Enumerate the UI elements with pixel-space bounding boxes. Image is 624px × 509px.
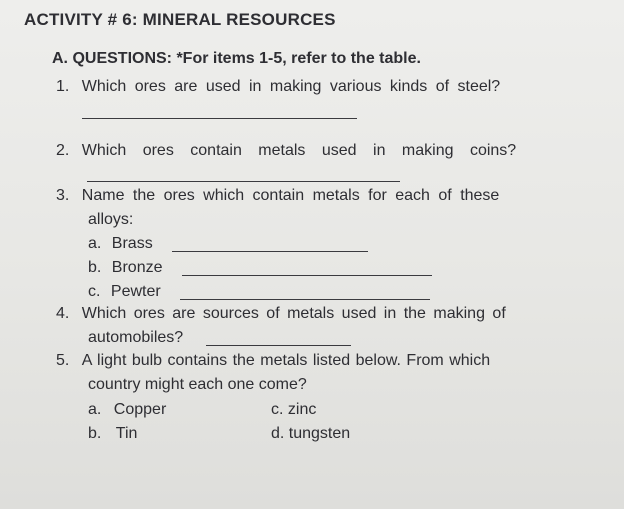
- question-5: [56, 352, 490, 370]
- question-text: Which ores are sources of metals used in the making of: [81, 305, 506, 322]
- question-number: 3.: [56, 187, 70, 204]
- question-text: A light bulb contains the metals listed below. From which: [81, 352, 491, 369]
- question-4: [56, 305, 506, 323]
- question-2: [56, 142, 516, 160]
- answer-blank-2[interactable]: [87, 181, 400, 182]
- answer-blank-4[interactable]: [206, 345, 351, 346]
- section-header: A. QUESTIONS: *For items 1-5, refer to the table.: [52, 50, 421, 67]
- answer-blank-3b[interactable]: [182, 275, 432, 276]
- answer-blank-3a[interactable]: [172, 251, 368, 252]
- question-text: Name the ores which contain metals for each of these: [81, 187, 500, 204]
- answer-blank-3c[interactable]: [180, 299, 430, 300]
- question-5-continued: country might each one come?: [88, 376, 307, 393]
- question-5-item-c: c. zinc: [271, 401, 317, 418]
- question-5-item-d: d. tungsten: [271, 425, 351, 442]
- question-4-continued: automobiles?: [88, 329, 184, 346]
- activity-title: ACTIVITY # 6: MINERAL RESOURCES: [24, 10, 336, 29]
- question-3-continued: alloys:: [88, 211, 134, 228]
- question-3-item-b: b. Bronze: [88, 259, 163, 276]
- question-text: Which ores contain metals used in making coins?: [81, 142, 517, 159]
- question-number: 4.: [56, 305, 70, 322]
- answer-blank-1[interactable]: [82, 118, 357, 119]
- question-number: 1.: [56, 78, 70, 95]
- question-text: Which ores are used in making various kinds of steel?: [81, 78, 501, 95]
- question-3-item-c: c. Pewter: [88, 283, 161, 300]
- question-number: 2.: [56, 142, 70, 159]
- question-3: [56, 187, 499, 205]
- question-number: 5.: [56, 352, 70, 369]
- question-1: [56, 78, 500, 96]
- question-3-item-a: a. Brass: [88, 235, 153, 252]
- question-5-item-a: a. Copper: [88, 401, 167, 418]
- question-5-item-b: b. Tin: [88, 425, 138, 442]
